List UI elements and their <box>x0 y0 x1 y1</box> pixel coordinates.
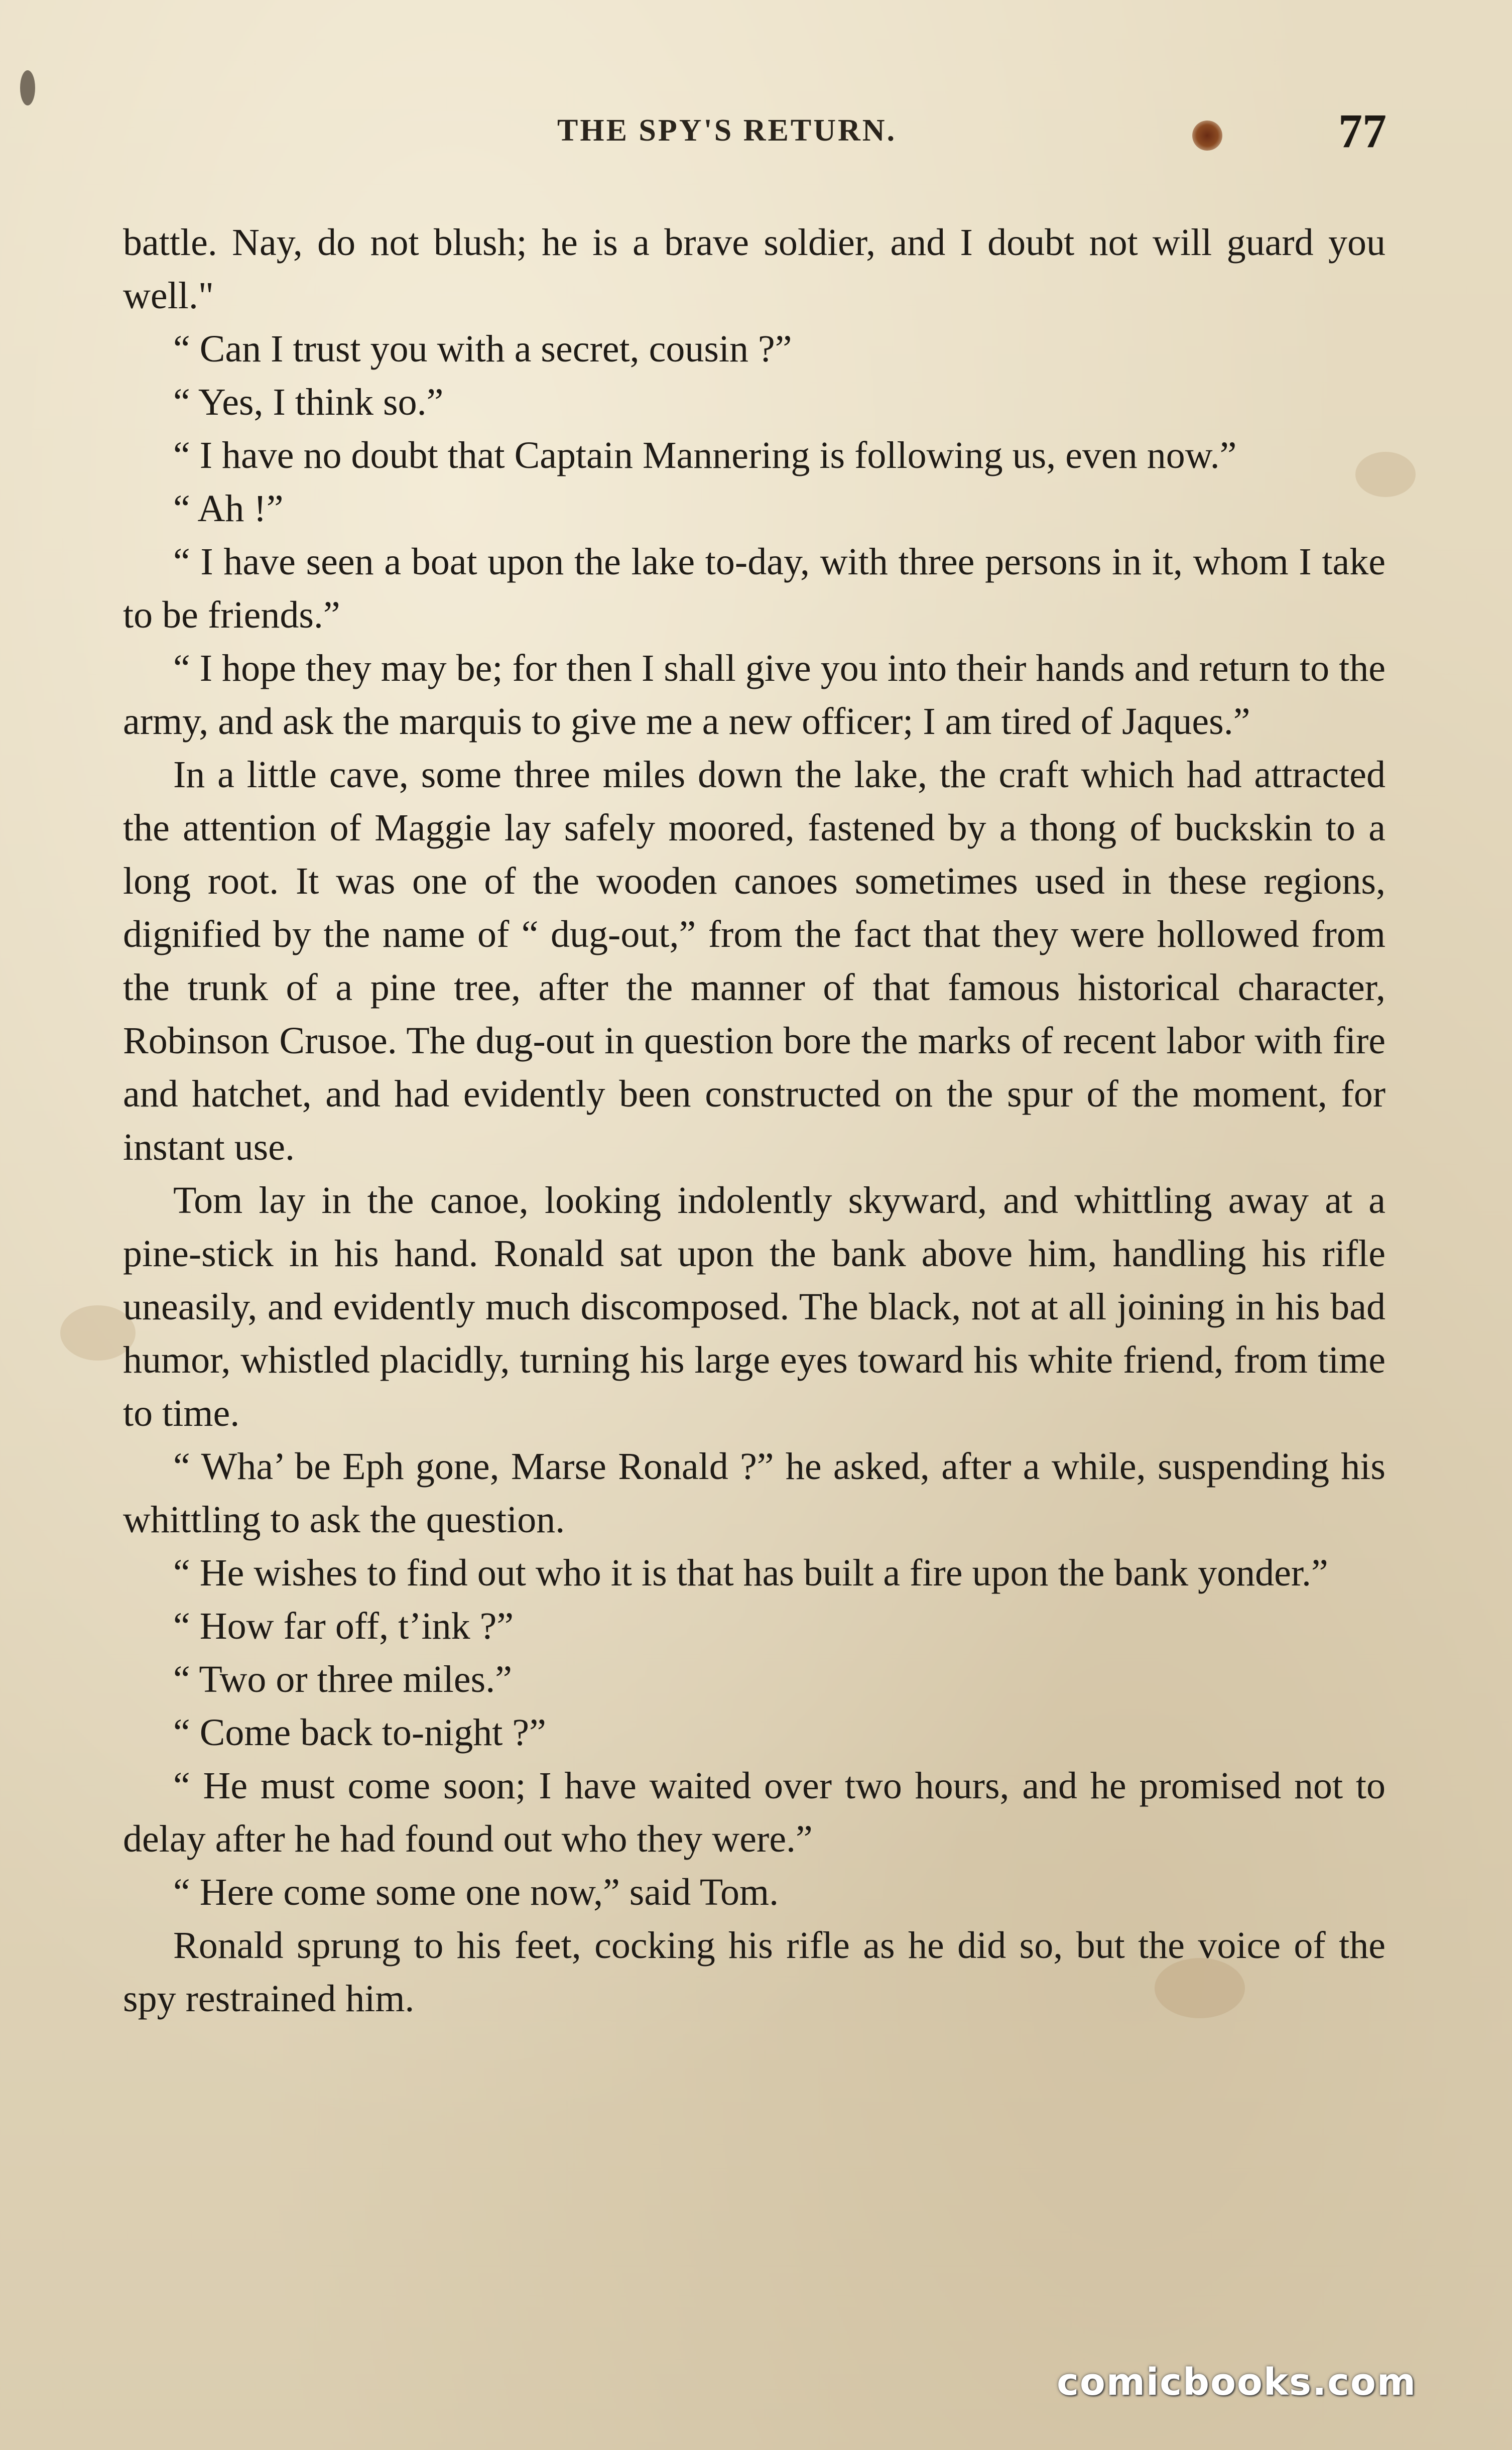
body-text <box>123 216 1385 2025</box>
watermark: comicbooks.com <box>1057 2361 1417 2404</box>
paragraph: “ He wishes to find out who it is that has built a fire upon the bank yonder.” <box>173 1552 1328 1594</box>
paragraph: “ Two or three miles.” <box>173 1658 512 1700</box>
page-number: 77 <box>1338 104 1387 158</box>
paragraph: “ Can I trust you with a secret, cousin ?” <box>173 328 792 370</box>
paragraph: battle. Nay, do not blush; he is a brave soldier, and I doubt not will guard you well." <box>123 221 1385 317</box>
paragraph: Ronald sprung to his feet, cocking his rifle as he did so, but the voice of the spy restrained him. <box>123 1924 1385 2020</box>
paragraph: “ I have seen a boat upon the lake to-day, with three persons in it, whom I take to be friends.” <box>123 541 1385 636</box>
paragraph: “ He must come soon; I have waited over two hours, and he promised not to delay after he had found out who they were.” <box>123 1765 1385 1860</box>
running-head: THE SPY'S RETURN. <box>557 113 897 148</box>
paragraph: “ Yes, I think so.” <box>173 381 444 423</box>
ink-stain <box>1192 120 1222 151</box>
edge-mark <box>20 70 35 105</box>
paragraph: “ How far off, t’ink ?” <box>173 1605 514 1647</box>
paragraph: “ I hope they may be; for then I shall give you into their hands and return to the army, and ask the marquis to give me a new officer; I am tired of Jaques.” <box>123 647 1385 743</box>
paragraph: In a little cave, some three miles down the lake, the craft which had attracted the attention of Maggie lay safely moored, fastened by a thong of buckskin to a long root. It was one of the wooden canoes sometimes used in these regions, dignified by the name of “ dug-out,” from the fact that they were hollowed from the trunk of a pine tree, after the manner of that famous historical character, Robinson Crusoe. The dug-out in question bore the marks of recent labor with fire and hatchet, and had evidently been constructed on the spur of the moment, for instant use. <box>123 754 1385 1168</box>
paragraph: “ Here come some one now,” said Tom. <box>173 1871 779 1913</box>
paragraph: Tom lay in the canoe, looking indolently skyward, and whittling away at a pine-stick in his hand. Ronald sat upon the bank above him, handling his rifle uneasily, and evidently much discomposed. The black, not at all joining in his bad humor, whistled placidly, turning his large eyes toward his white friend, from time to time. <box>123 1179 1385 1434</box>
paragraph: “ Wha’ be Eph gone, Marse Ronald ?” he asked, after a while, suspending his whittling to ask the question. <box>123 1445 1385 1541</box>
paragraph: “ Ah !” <box>173 487 284 530</box>
paragraph: “ Come back to-night ?” <box>173 1711 546 1754</box>
paragraph: “ I have no doubt that Captain Mannering is following us, even now.” <box>173 434 1237 476</box>
